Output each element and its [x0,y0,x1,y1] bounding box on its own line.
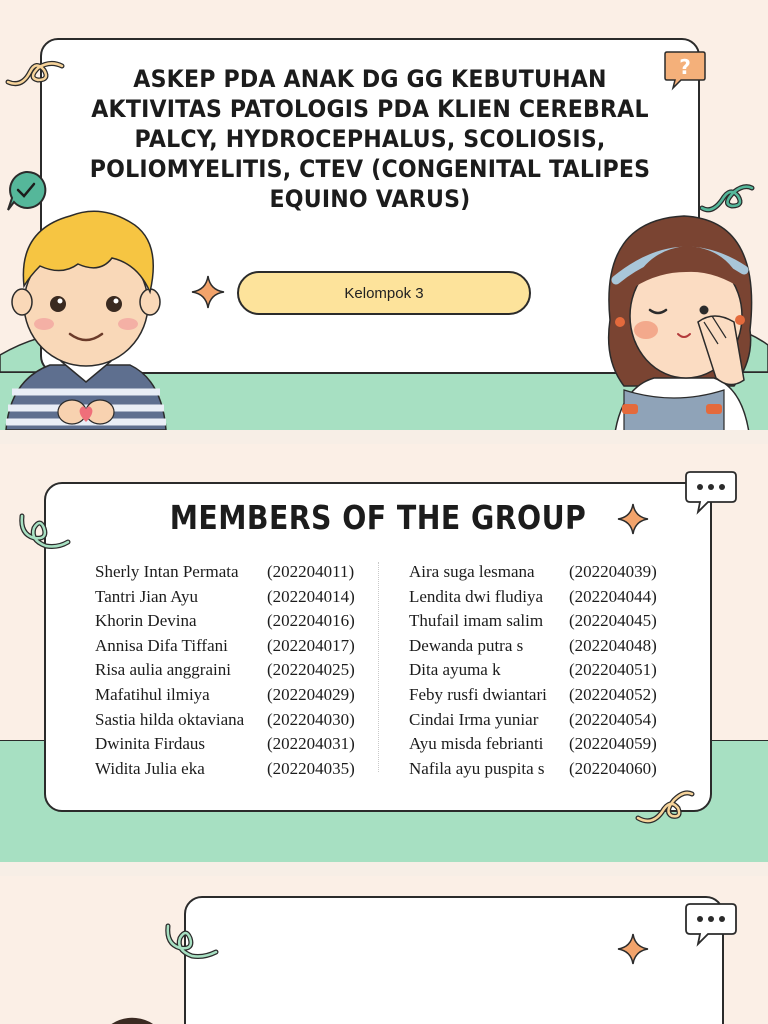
member-id: (202204035) [267,758,355,778]
member-name: Dita ayuma k [409,660,501,680]
members-card [44,482,712,812]
member-name: Sastia hilda oktaviana [95,709,245,729]
member-id: (202204017) [267,635,355,655]
member-name: Cindai Irma yuniar [409,709,539,729]
member-name: Risa aulia anggraini [95,660,231,680]
sparkle-icon [616,932,650,966]
member-name: Mafatihul ilmiya [95,684,210,704]
squiggle-icon [6,58,66,88]
character-hair-partial [96,1014,166,1024]
member-name: Nafila ayu puspita s [409,758,545,778]
member-name: Widita Julia eka [95,758,205,778]
members-heading: MEMBERS OF THE GROUP [169,498,587,537]
group-label-pill: Kelompok 3 [237,271,531,315]
member-id: (202204011) [267,562,355,581]
members-slide [0,444,768,862]
member-name: Sherly Intan Permata [95,562,239,581]
column-divider [378,562,380,772]
title-slide [0,0,768,430]
member-id: (202204029) [267,684,355,704]
member-id: (202204052) [569,684,657,704]
member-id: (202204025) [267,660,355,680]
sparkle-icon [616,502,650,536]
member-name: Thufail imam salim [409,611,544,631]
squiggle-icon [18,510,70,550]
chat-bubble-icon [684,902,738,946]
member-id: (202204014) [267,586,355,606]
member-name: Lendita dwi fludiya [409,586,544,606]
member-id: (202204016) [267,611,355,631]
question-bubble-icon [663,50,707,90]
squiggle-icon [636,788,694,828]
girl-illustration [594,210,768,430]
member-id: (202204045) [569,611,657,631]
presentation-title: ASKEP PDA ANAK DG GG KEBUTUHAN AKTIVITAS PATOLOGIS PDA KLIEN CEREBRAL PALCY, HYDROCEPHALUS, SCOLIOSIS, POLIOMYELITIS, CTEV (CONGENITAL TALIPES EQUINO VARUS) [89,65,651,213]
question-mark: ? [679,55,691,79]
member-id: (202204059) [569,734,657,754]
member-name: Aira suga lesmana [409,562,535,581]
member-name: Dewanda putra s [409,635,524,655]
boy-illustration [0,200,175,430]
member-id: (202204060) [569,758,657,778]
member-name: Khorin Devina [95,611,197,631]
member-id: (202204044) [569,586,657,606]
next-slide [0,876,768,1024]
member-id: (202204048) [569,635,657,655]
member-id: (202204031) [267,734,355,754]
chat-bubble-icon [684,470,738,514]
member-id: (202204054) [569,709,657,729]
squiggle-icon [164,920,220,962]
member-id: (202204051) [569,660,657,680]
member-name: Feby rusfi dwiantari [409,684,547,704]
sparkle-icon [190,274,226,310]
member-name: Dwinita Firdaus [95,734,206,754]
member-id: (202204039) [569,562,657,581]
member-id: (202204030) [267,709,355,729]
member-name: Ayu misda febrianti [409,734,544,754]
member-name: Annisa Difa Tiffani [95,635,228,655]
member-name: Tantri Jian Ayu [95,586,199,606]
